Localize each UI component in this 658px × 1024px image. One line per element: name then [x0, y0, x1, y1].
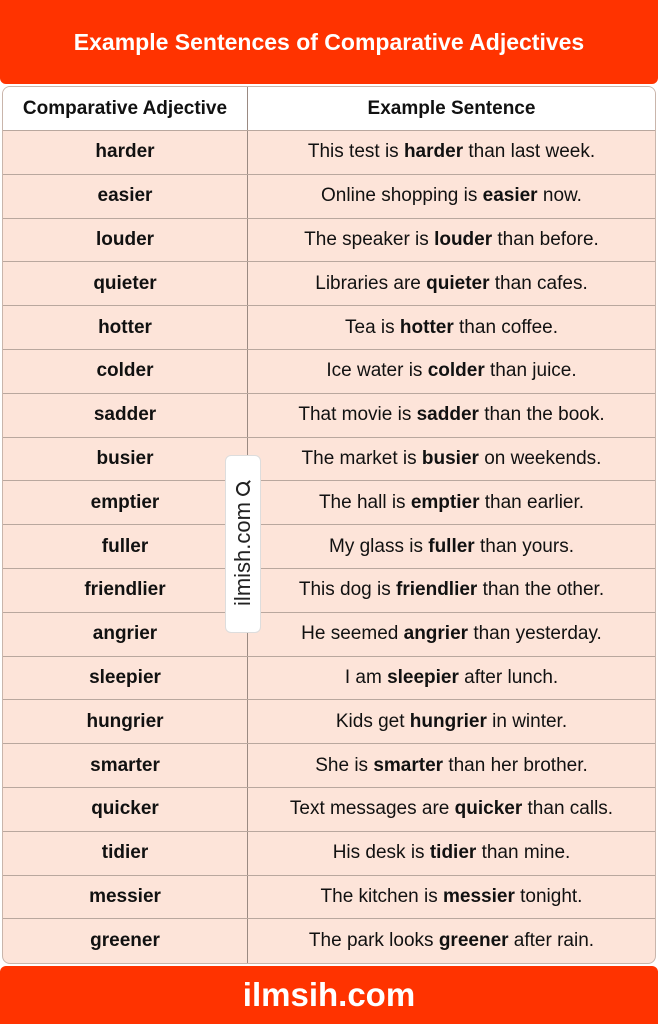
- footer-text: ilmsih.com: [242, 976, 416, 1013]
- sentence-text-after: than her brother.: [443, 754, 588, 776]
- table-row: [3, 876, 655, 920]
- adjective-cell: louder: [3, 219, 248, 262]
- table-row: [3, 175, 655, 219]
- table-row: [3, 525, 655, 569]
- sentence-highlight-word: tidier: [429, 842, 477, 864]
- example-sentence-cell: [248, 175, 655, 218]
- comparative-table: [2, 86, 656, 964]
- table-row: [3, 744, 655, 788]
- sentence-highlight-word: sadder: [416, 404, 479, 426]
- sentence-highlight-word: busier: [421, 447, 479, 469]
- table-row: [3, 394, 655, 438]
- example-sentence-cell: [248, 788, 655, 831]
- sentence-text-before: She is: [315, 754, 374, 776]
- sentence-text-before: Libraries are: [315, 272, 427, 294]
- page-title: Example Sentences of Comparative Adjectives: [73, 28, 585, 55]
- example-sentence-cell: [248, 613, 655, 656]
- adjective-cell: quicker: [3, 788, 248, 831]
- adjective-cell: messier: [3, 876, 248, 919]
- sentence-text-after: after rain.: [508, 930, 595, 952]
- sentence-highlight-word: hungrier: [409, 710, 487, 732]
- example-sentence-cell: [248, 394, 655, 437]
- example-sentence-cell: [248, 306, 655, 349]
- table-row: [3, 569, 655, 613]
- sentence-highlight-word: louder: [434, 228, 493, 250]
- table-row: [3, 438, 655, 482]
- table-row: [3, 613, 655, 657]
- sentence-text-after: on weekends.: [478, 447, 602, 469]
- sentence-text-before: The hall is: [318, 491, 411, 513]
- sentence-text-before: His desk is: [332, 842, 430, 864]
- adjective-cell: fuller: [3, 525, 248, 568]
- sentence-text-after: than mine.: [476, 842, 571, 864]
- sentence-text-after: than the other.: [477, 579, 605, 601]
- adjective-cell: easier: [3, 175, 248, 218]
- adjective-cell: greener: [3, 919, 248, 963]
- sentence-text-after: than the book.: [478, 404, 605, 426]
- sentence-text-before: My glass is: [329, 535, 429, 557]
- sentence-highlight-word: messier: [443, 885, 515, 907]
- example-sentence-cell: [248, 350, 655, 393]
- adjective-cell: hungrier: [3, 700, 248, 743]
- example-sentence-cell: [248, 525, 655, 568]
- watermark: [225, 455, 261, 633]
- table-row: [3, 131, 655, 175]
- adjective-cell: hotter: [3, 306, 248, 349]
- sentence-highlight-word: smarter: [373, 754, 444, 776]
- sentence-highlight-word: easier: [482, 185, 538, 207]
- example-sentence-cell: [248, 569, 655, 612]
- adjective-cell: emptier: [3, 481, 248, 524]
- sentence-text-before: The kitchen is: [320, 885, 444, 907]
- table-row: [3, 219, 655, 263]
- table-row: [3, 657, 655, 701]
- example-sentence-cell: [248, 481, 655, 524]
- table-row: [3, 832, 655, 876]
- sentence-text-after: now.: [537, 185, 582, 207]
- adjective-cell: sadder: [3, 394, 248, 437]
- table-row: [3, 700, 655, 744]
- column-header-adjective: Comparative Adjective: [3, 87, 248, 130]
- adjective-cell: sleepier: [3, 657, 248, 700]
- sentence-text-before: Text messages are: [289, 798, 455, 820]
- example-sentence-cell: [248, 438, 655, 481]
- sentence-highlight-word: emptier: [410, 491, 480, 513]
- table-row: [3, 481, 655, 525]
- table-row: [3, 788, 655, 832]
- example-sentence-cell: [248, 876, 655, 919]
- table-header-row: [3, 87, 655, 131]
- sentence-highlight-word: colder: [427, 360, 485, 382]
- sentence-highlight-word: angrier: [403, 623, 469, 645]
- adjective-cell: friendlier: [3, 569, 248, 612]
- sentence-highlight-word: greener: [438, 930, 509, 952]
- table-row: [3, 306, 655, 350]
- example-sentence-cell: [248, 219, 655, 262]
- adjective-cell: quieter: [3, 262, 248, 305]
- sentence-text-after: tonight.: [514, 885, 583, 907]
- sentence-text-before: He seemed: [301, 623, 404, 645]
- watermark-text: ilmish.com: [230, 502, 255, 606]
- example-sentence-cell: [248, 262, 655, 305]
- column-header-sentence: Example Sentence: [367, 97, 536, 119]
- sentence-text-before: Tea is: [345, 316, 400, 338]
- sentence-highlight-word: harder: [403, 141, 464, 163]
- sentence-text-before: I am: [344, 666, 388, 688]
- sentence-text-after: than yours.: [474, 535, 574, 557]
- example-sentence-cell: [248, 919, 655, 963]
- sentence-highlight-word: quieter: [426, 272, 490, 294]
- adjective-cell: busier: [3, 438, 248, 481]
- search-icon: [236, 482, 250, 496]
- sentence-text-before: Kids get: [335, 710, 410, 732]
- sentence-text-after: than coffee.: [453, 316, 558, 338]
- adjective-cell: tidier: [3, 832, 248, 875]
- sentence-highlight-word: hotter: [399, 316, 454, 338]
- table-row: [3, 919, 655, 963]
- sentence-text-after: after lunch.: [458, 666, 559, 688]
- sentence-highlight-word: sleepier: [387, 666, 459, 688]
- footer-banner: [0, 966, 658, 1024]
- adjective-cell: smarter: [3, 744, 248, 787]
- sentence-text-after: than calls.: [522, 798, 614, 820]
- example-sentence-cell: [248, 657, 655, 700]
- page-title-banner: [0, 0, 658, 84]
- table-row: [3, 262, 655, 306]
- example-sentence-cell: [248, 832, 655, 875]
- sentence-text-before: The market is: [301, 447, 422, 469]
- sentence-text-before: This test is: [307, 141, 404, 163]
- example-sentence-cell: [248, 700, 655, 743]
- sentence-highlight-word: quicker: [454, 798, 523, 820]
- sentence-text-after: than earlier.: [479, 491, 585, 513]
- adjective-cell: angrier: [3, 613, 248, 656]
- sentence-text-after: than juice.: [484, 360, 577, 382]
- sentence-text-after: than before.: [492, 228, 599, 250]
- sentence-text-before: Online shopping is: [321, 185, 483, 207]
- sentence-text-before: The park looks: [308, 930, 439, 952]
- adjective-cell: harder: [3, 131, 248, 174]
- sentence-highlight-word: friendlier: [396, 579, 478, 601]
- example-sentence-cell: [248, 744, 655, 787]
- sentence-text-after: than cafes.: [489, 272, 588, 294]
- sentence-text-before: This dog is: [298, 579, 397, 601]
- sentence-text-before: That movie is: [298, 404, 417, 426]
- sentence-text-before: Ice water is: [326, 360, 428, 382]
- table-row: [3, 350, 655, 394]
- sentence-text-after: than last week.: [463, 141, 596, 163]
- sentence-text-after: than yesterday.: [468, 623, 602, 645]
- example-sentence-cell: [248, 131, 655, 174]
- sentence-text-after: in winter.: [486, 710, 568, 732]
- sentence-highlight-word: fuller: [428, 535, 475, 557]
- sentence-text-before: The speaker is: [304, 228, 435, 250]
- adjective-cell: colder: [3, 350, 248, 393]
